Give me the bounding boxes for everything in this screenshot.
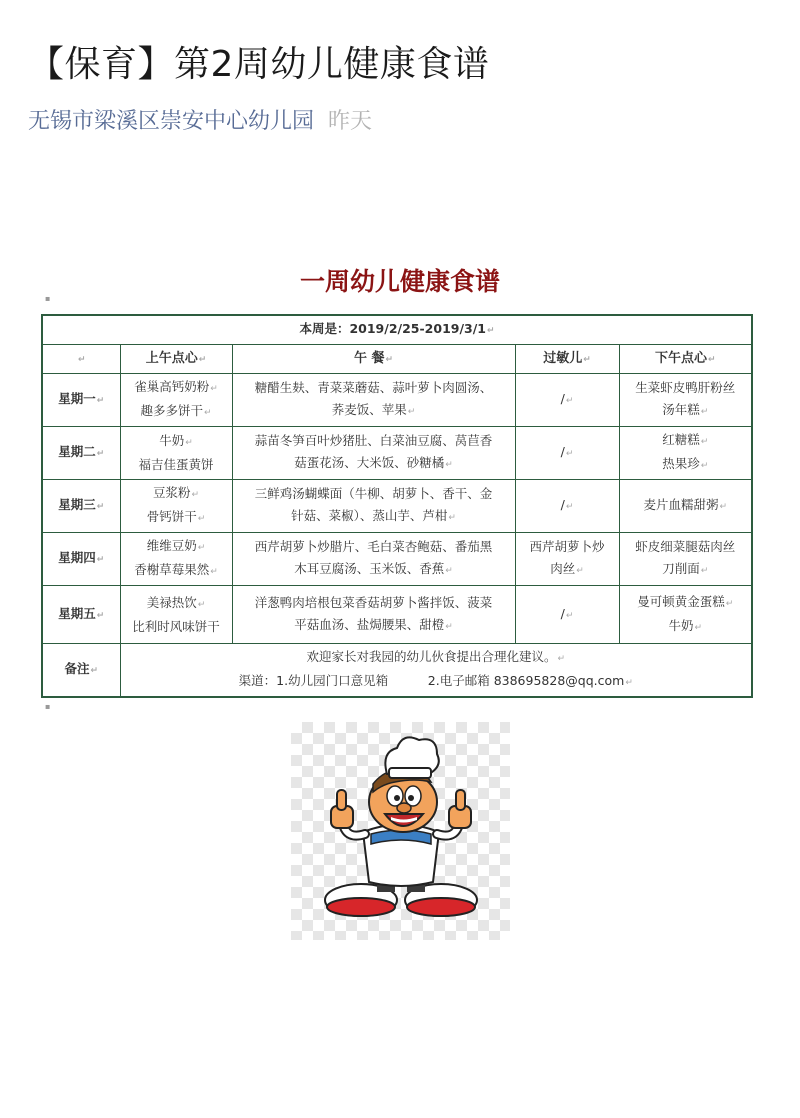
note-label: 备注↵: [42, 644, 120, 698]
lunch-cell: 洋葱鸭肉培根包菜香菇胡萝卜酱拌饭、菠菜 平菇血汤、盐焗腰果、甜橙↵: [232, 586, 515, 644]
pm-snack-cell: 曼可顿黄金蛋糕↵ 牛奶↵: [619, 586, 752, 644]
table-row: [42, 533, 752, 586]
allergy-cell: 西芹胡萝卜炒 肉丝↵: [515, 533, 619, 586]
am-snack-cell: 牛奶↵ 福吉佳蛋黄饼: [120, 427, 232, 480]
header-cell: ↵: [42, 345, 120, 374]
table-row: [42, 480, 752, 533]
weekly-menu-table: [41, 314, 753, 698]
am-snack-cell: 雀巢高钙奶粉↵ 趣多多饼干↵: [120, 374, 232, 427]
article-title: 【保育】第2周幼儿健康食谱: [28, 44, 490, 85]
menu-heading: 一周幼儿健康食谱: [299, 267, 500, 296]
table-row: [42, 586, 752, 644]
paragraph-mark: ▪: [45, 702, 51, 711]
header-row: [42, 345, 752, 374]
article-meta: [28, 104, 372, 135]
allergy-cell: /↵: [515, 427, 619, 480]
week-row: [42, 315, 752, 345]
account-name-link[interactable]: 无锡市梁溪区崇安中心幼儿园: [28, 109, 315, 134]
lunch-cell: 三鲜鸡汤蝴蝶面（牛柳、胡萝卜、香干、金 针菇、菜椒）、蒸山芋、芦柑↵: [232, 480, 515, 533]
day-cell: 星期三↵: [42, 480, 120, 533]
lunch-cell: 西芹胡萝卜炒腊片、毛白菜杏鲍菇、番茄黑 木耳豆腐汤、玉米饭、香蕉↵: [232, 533, 515, 586]
cartoon-chef-thumbs-up-icon: [291, 722, 510, 940]
pm-snack-cell: 麦片血糯甜粥↵: [619, 480, 752, 533]
day-cell: 星期一↵: [42, 374, 120, 427]
week-range: 本周是：2019/2/25-2019/3/1↵: [42, 315, 752, 345]
allergy-cell: /↵: [515, 586, 619, 644]
lunch-cell: 糖醋生麸、青菜菜蘑菇、蒜叶萝卜肉圆汤、 荞麦饭、苹果↵: [232, 374, 515, 427]
allergy-cell: /↵: [515, 374, 619, 427]
allergy-cell: /↵: [515, 480, 619, 533]
pm-snack-cell: 红糖糕↵ 热果珍↵: [619, 427, 752, 480]
lunch-cell: 蒜苗冬笋百叶炒猪肚、白菜油豆腐、莴苣香 菇蛋花汤、大米饭、砂糖橘↵: [232, 427, 515, 480]
header-cell: 上午点心↵: [120, 345, 232, 374]
pm-snack-cell: 虾皮细菜腿菇肉丝 刀削面↵: [619, 533, 752, 586]
am-snack-cell: 维维豆奶↵ 香榭草莓果然↵: [120, 533, 232, 586]
table-row: [42, 427, 752, 480]
chef-illustration: [291, 722, 510, 940]
publish-time: 昨天: [328, 109, 373, 134]
table-row: [42, 374, 752, 427]
am-snack-cell: 豆浆粉↵ 骨钙饼干↵: [120, 480, 232, 533]
am-snack-cell: 美禄热饮↵ 比利时风味饼干: [120, 586, 232, 644]
header-cell: 午 餐↵: [232, 345, 515, 374]
day-cell: 星期二↵: [42, 427, 120, 480]
header-cell: 过敏儿↵: [515, 345, 619, 374]
day-cell: 星期四↵: [42, 533, 120, 586]
note-text: 欢迎家长对我园的幼儿伙食提出合理化建议。↵ 渠道：1.幼儿园门口意见箱 2.电子邮箱 838695828@qq.com↵: [120, 644, 752, 698]
paragraph-mark: ▪: [45, 294, 51, 303]
header-cell: 下午点心↵: [619, 345, 752, 374]
note-row: [42, 644, 752, 698]
day-cell: 星期五↵: [42, 586, 120, 644]
pm-snack-cell: 生菜虾皮鸭肝粉丝 汤年糕↵: [619, 374, 752, 427]
